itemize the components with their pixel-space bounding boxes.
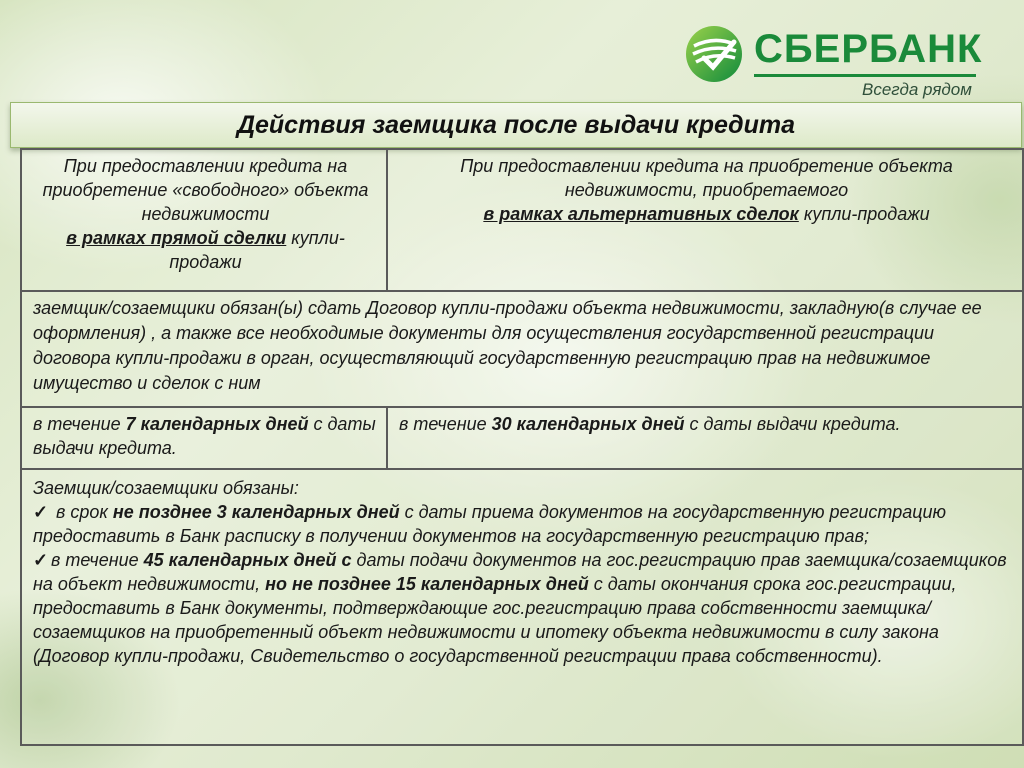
deadline-right-suffix: с даты выдачи кредита. — [684, 414, 901, 434]
duty-item-2 — [33, 548, 1014, 668]
brand-name: СБЕРБАНК — [754, 27, 983, 71]
duty-1-text: с даты приема документов на государственную регистрацию предоставить в Банк расписку в получении документов на государственную регистрацию прав; — [33, 502, 947, 546]
duty-2-deadline: 45 календарных дней с — [143, 550, 352, 570]
header-right-emphasis: в рамках альтернативных сделок — [483, 204, 799, 224]
table-row-deadlines — [21, 407, 1023, 469]
obligation-text: заемщик/созаемщики обязан(ы) сдать Договор купли-продажи объекта недвижимости, закладную(в случае ее оформления) , а также все необходимые документы для осуществления государственной регистрации договора купли-продажи в орган, осуществляющий государственную регистрацию прав на недвижимое имущество и сделок с ним — [33, 298, 982, 393]
sberbank-logo — [684, 24, 984, 104]
duties-cell — [21, 469, 1023, 745]
header-right-text: При предоставлении кредита на приобретение объекта недвижимости, приобретаемого — [460, 156, 953, 200]
sberbank-mark-icon — [684, 24, 744, 84]
deadline-cell-right — [387, 407, 1023, 469]
duties-intro: Заемщик/созаемщики обязаны: — [33, 478, 299, 498]
duty-2-middle: даты подачи документов на гос.регистрацию прав заемщика/созаемщиков на объект недвижимости, — [33, 550, 1007, 594]
header-cell-alternative-deal — [387, 149, 1023, 291]
checkmark-icon: ✓ — [33, 502, 49, 522]
header-left-emphasis: в рамках прямой сделки — [66, 228, 287, 248]
table-row-duties — [21, 469, 1023, 745]
header-left-suffix: купли-продажи — [169, 228, 345, 272]
deadline-left-suffix: с даты выдачи кредита. — [33, 414, 376, 458]
deadline-left-prefix: в течение — [33, 414, 126, 434]
brand-underline — [754, 74, 976, 77]
header-right-suffix: купли-продажи — [798, 204, 930, 224]
deadline-left-days: 7 календарных дней — [125, 414, 309, 434]
duty-1-prefix: в срок — [51, 502, 113, 522]
duty-2-text: с даты окончания срока гос.регистрации, предоставить в Банк документы, подтверждающие гос.регистрацию права собственности заемщика/созаемщиков на приобретенный объект недвижимости и ипотеку объекта недвижимости в силу закона (Договор купли-продажи, Свидетельство о государственной регистрации права собственности). — [33, 574, 957, 666]
duty-2-limit: но не позднее 15 календарных дней — [265, 574, 589, 594]
deadline-right-prefix: в течение — [399, 414, 492, 434]
actions-table — [20, 148, 1024, 746]
brand-slogan: Всегда рядом — [862, 80, 972, 99]
obligation-cell — [21, 291, 1023, 407]
page-title: Действия заемщика после выдачи кредита — [236, 111, 796, 139]
table-row-header — [21, 149, 1023, 291]
duty-1-deadline: не позднее 3 календарных дней — [112, 502, 400, 522]
checkmark-icon: ✓ — [33, 550, 49, 570]
header-cell-direct-deal — [21, 149, 387, 291]
header-left-text: При предоставлении кредита на приобретение «свободного» объекта недвижимости — [42, 156, 369, 224]
deadline-right-days: 30 календарных дней — [491, 414, 685, 434]
deadline-cell-left — [21, 407, 387, 469]
duty-item-1 — [33, 500, 1014, 548]
title-bar — [10, 102, 1022, 148]
table-row-obligation — [21, 291, 1023, 407]
duty-2-prefix: в течение — [51, 550, 144, 570]
